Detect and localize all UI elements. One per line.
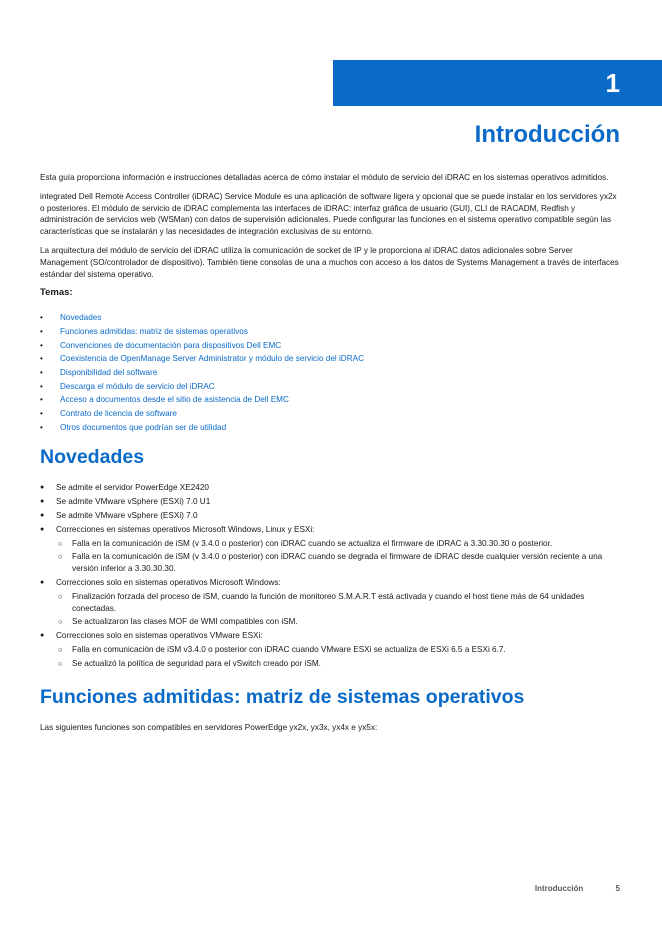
list-item: ● Se admite VMware vSphere (ESXi) 7.0 (40, 510, 622, 522)
topic-link[interactable]: Otros documentos que podrían ser de utilidad (60, 422, 227, 432)
list-item: ● Se admite VMware vSphere (ESXi) 7.0 U1 (40, 496, 622, 508)
intro-paragraph: integrated Dell Remote Access Controller (iDRAC) Service Module es una aplicación de software ligera y opcional que se puede instalar en los servidores yx2x o posteriores. El módulo de servicio de iDRAC complementa las interfaces de iDRAC: interfaz gráfica de usuario (GUI), CLI de RACADM, Redfish y administración de servicios web (WSMan) con datos de supervisión adicionales. Puede configurar las funciones en el sistema operativo compatible según las características que se instalarán y las necesidades de integración exclusivas de su entorno. (40, 191, 617, 237)
topic-item (40, 339, 622, 353)
page-number: 5 (615, 884, 620, 893)
list-item-text: Correcciones solo en sistemas operativos Microsoft Windows: (56, 577, 281, 587)
list-item (40, 577, 622, 628)
topic-item (40, 380, 622, 394)
footer-section: Introducción (534, 884, 584, 893)
sub-list-item: ○ Falla en la comunicación de iSM (v 3.4.0 o posterior) con iDRAC cuando se degrada el firmware de iDRAC desde cualquier versión reciente a una versión inferior a 3.30.30.30. (56, 551, 622, 575)
sub-list-item: ○ Falla en la comunicación de iSM (v 3.4.0 o posterior) con iDRAC cuando se actualiza el firmware de iDRAC a 3.30.30.30 o posterior. (56, 538, 622, 550)
list-item-text: Correcciones en sistemas operativos Microsoft Windows, Linux y ESXi: (56, 524, 315, 534)
intro-paragraph: Esta guía proporciona información e instrucciones detalladas acerca de cómo instalar el módulo de servicio del iDRAC en los sistemas operativos admitidos. (40, 173, 609, 182)
section-heading-funciones: Funciones admitidas: matriz de sistemas operativos (40, 685, 525, 708)
topic-link[interactable]: Funciones admitidas: matriz de sistemas operativos (60, 326, 248, 336)
page-footer (535, 884, 620, 893)
topic-item (40, 325, 622, 339)
sub-list-item: ○ Se actualizaron las clases MOF de WMI compatibles con iSM. (56, 616, 622, 628)
topic-link[interactable]: Contrato de licencia de software (60, 408, 177, 418)
funciones-text: Las siguientes funciones son compatibles en servidores PowerEdge yx2x, yx3x, yx4x e yx5x: (40, 722, 378, 732)
novedades-list (40, 482, 622, 669)
sub-list-item: ○ Falla en comunicación de iSM v3.4.0 o posterior con iDRAC cuando VMware ESXi se actualiza de ESXi 6.5 a ESXi 6.7. (56, 644, 622, 656)
topic-link[interactable]: Convenciones de documentación para dispositivos Dell EMC (60, 340, 282, 350)
topic-item (40, 421, 622, 435)
sub-list (56, 644, 622, 670)
sub-list (56, 538, 622, 575)
topic-item (40, 393, 622, 407)
topic-link[interactable]: Descarga el módulo de servicio del iDRAC (60, 381, 215, 391)
list-item: ● Se admite el servidor PowerEdge XE2420 (40, 482, 622, 494)
topic-link[interactable]: Novedades (60, 313, 102, 323)
topic-item (40, 352, 622, 366)
sub-list-item: ○ Finalización forzada del proceso de iSM, cuando la función de monitoreo S.M.A.R.T está activada y cuando el host tiene más de 64 unidades conectadas. (56, 591, 622, 615)
sub-list (56, 591, 622, 628)
topic-item (40, 311, 622, 325)
topic-link[interactable]: Coexistencia de OpenManage Server Administrator y módulo de servicio del iDRAC (60, 354, 364, 364)
section-heading-novedades: Novedades (40, 446, 145, 469)
topic-link[interactable]: Disponibilidad del software (60, 367, 158, 377)
list-item (40, 630, 622, 669)
intro-paragraph: La arquitectura del módulo de servicio del iDRAC utiliza la comunicación de socket de IP y le proporciona al iDRAC datos adicionales sobre Server Management (SO/controlador de dispositivo). También tiene consolas de una a muchos con acceso a los datos de Systems Management a través de interfaces estándar del sistema operativo. (40, 245, 619, 279)
page-content (40, 172, 622, 740)
sub-list-item: ○ Se actualizó la política de seguridad para el vSwitch creado por iSM. (56, 658, 622, 670)
list-item-text: Correcciones solo en sistemas operativos VMware ESXi: (56, 631, 263, 641)
chapter-number: 1 (605, 68, 620, 98)
topics-list (40, 311, 622, 434)
topics-label: Temas: (40, 287, 73, 299)
list-item (40, 524, 622, 575)
topic-item (40, 366, 622, 380)
topic-item (40, 407, 622, 421)
chapter-title: Introducción (474, 121, 620, 148)
chapter-banner (333, 60, 662, 106)
topic-link[interactable]: Acceso a documentos desde el sitio de asistencia de Dell EMC (60, 395, 289, 405)
